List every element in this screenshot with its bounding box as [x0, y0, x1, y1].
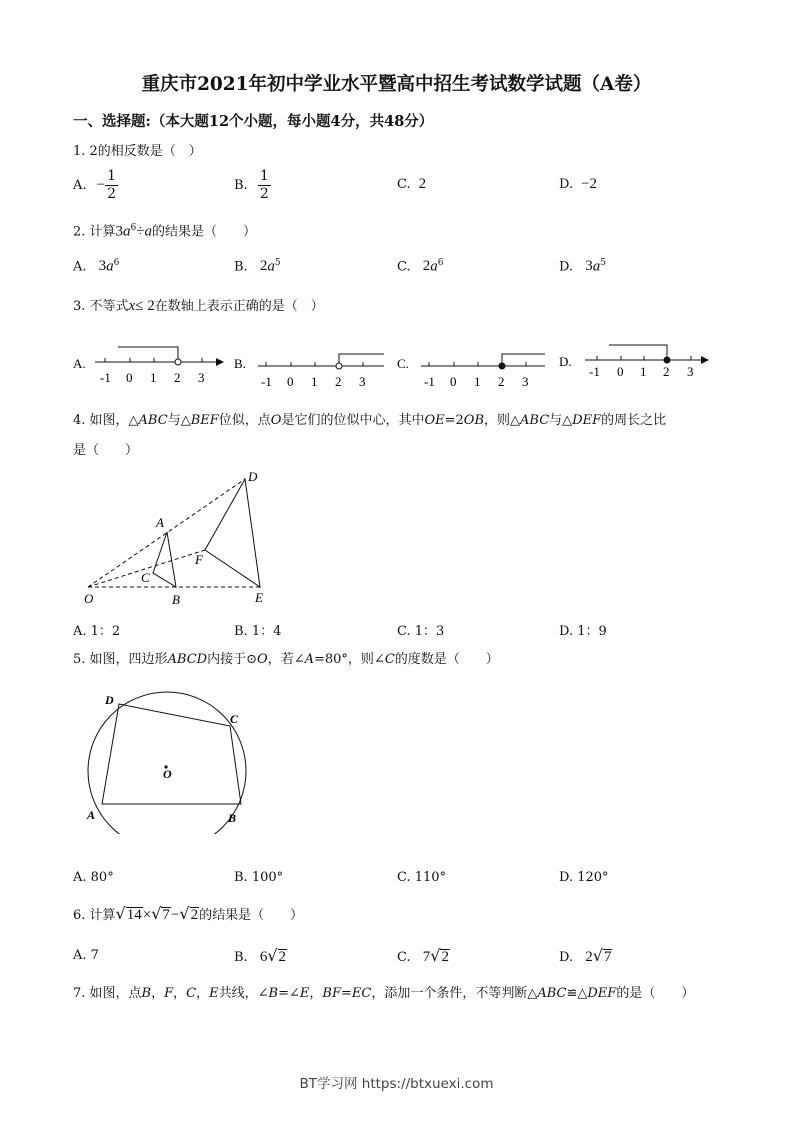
option-label: B.	[234, 356, 246, 371]
q6-option-d[interactable]: D. 2√7	[559, 946, 612, 965]
q2-option-d[interactable]: D. $3a^5$	[559, 258, 606, 275]
svg-text:-1: -1	[589, 364, 600, 379]
number-line-a	[73, 338, 233, 388]
svg-text:2: 2	[663, 364, 670, 379]
q5-option-d[interactable]: D. 120°	[559, 870, 609, 885]
point-label-c: C	[230, 712, 239, 726]
svg-text:0: 0	[126, 370, 133, 385]
point-label-c: C	[141, 570, 150, 585]
q1-option-b[interactable]: B. $\frac{1}{2}$	[234, 168, 269, 202]
svg-text:2: 2	[498, 374, 505, 389]
q4-option-d[interactable]: D. 1：9	[559, 624, 607, 639]
svg-text:0: 0	[450, 374, 457, 389]
q6-option-b[interactable]: B. 6√2	[234, 946, 287, 965]
q3-option-c[interactable]	[397, 340, 557, 394]
point-label-a: A	[87, 808, 96, 822]
q6-option-c[interactable]: C. 7√2	[397, 946, 449, 965]
point-label-d: D	[105, 693, 114, 707]
option-label: A.	[73, 356, 86, 371]
question-5-stem: 5. 如图，四边形ABCD内接于⊙O，若∠A=80°，则∠C的度数是（ ）	[73, 652, 499, 667]
svg-text:2: 2	[335, 374, 342, 389]
point-label-f: F	[195, 552, 203, 567]
q5-option-c[interactable]: C. 110°	[397, 870, 447, 885]
svg-text:0: 0	[287, 374, 294, 389]
svg-text:-1: -1	[261, 374, 272, 389]
q5-option-a[interactable]: A. 80°	[73, 870, 114, 885]
q1-option-c[interactable]: C. 2	[397, 176, 427, 192]
q4-option-b[interactable]: B. 1：4	[234, 624, 282, 639]
fraction: $\frac{1}{2}$	[107, 168, 117, 202]
q2-option-b[interactable]: B. $2a^5$	[234, 258, 281, 275]
q2-option-c[interactable]: C. $2a^6$	[397, 258, 444, 275]
question-6-stem: 6. 计算√14×√7−√2的结果是（ ）	[73, 904, 304, 923]
question-7-stem: 7. 如图，点B，F，C，E共线，∠B=∠E，BF=EC，添加一个条件，不等判断△ABC≌△DEF的是（ ）	[73, 986, 695, 1001]
inscribed-quadrilateral-figure	[78, 684, 258, 834]
question-2-stem: 2. 计算$3a^6\div a$的结果是（ ）	[73, 223, 257, 240]
svg-text:-1: -1	[424, 374, 435, 389]
q4-option-c[interactable]: C. 1：3	[397, 624, 445, 639]
svg-text:1: 1	[311, 374, 318, 389]
svg-text:3: 3	[198, 370, 205, 385]
q1-option-d[interactable]: D. −2	[559, 176, 598, 192]
fraction: $\frac{1}{2}$	[259, 168, 269, 202]
option-label: C.	[397, 356, 409, 371]
point-label-e: E	[255, 590, 263, 605]
point-label-b: B	[228, 811, 237, 825]
svg-text:3: 3	[522, 374, 529, 389]
number-line-d	[559, 336, 719, 386]
q6-option-a[interactable]: A. 7	[73, 948, 99, 963]
homothety-figure	[78, 466, 278, 611]
svg-text:0: 0	[617, 364, 624, 379]
page-title: 重庆市2021年初中学业水平暨高中招生考试数学试题（A卷）	[141, 74, 652, 95]
footer-watermark: BT学习网 https://btxuexi.com	[299, 1076, 494, 1092]
svg-text:2: 2	[174, 370, 181, 385]
point-label-d: D	[248, 469, 258, 484]
q2-option-a[interactable]: A. $3a^6$	[73, 258, 120, 275]
q1-option-a[interactable]: A. − $\frac{1}{2}$	[73, 168, 117, 202]
svg-text:1: 1	[640, 364, 647, 379]
q4-option-a[interactable]: A. 1：2	[73, 624, 121, 639]
svg-text:-1: -1	[100, 370, 111, 385]
question-4-stem: 4. 如图，△ABC与△BEF位似，点O是它们的位似中心，其中OE=2OB，则△ABC与△DEF的周长之比	[73, 413, 667, 428]
question-1-stem: 1. 2的相反数是（ ）	[73, 144, 202, 159]
number-line-c	[397, 340, 557, 390]
q3-option-a[interactable]	[73, 338, 233, 392]
point-label-b: B	[172, 592, 180, 607]
point-label-o: O	[84, 591, 94, 606]
point-label-o: O	[163, 767, 172, 781]
point-label-a: A	[156, 515, 164, 530]
q3-option-d[interactable]	[559, 336, 719, 390]
number-line-b	[234, 340, 394, 390]
option-label: D.	[559, 354, 572, 369]
svg-text:3: 3	[687, 364, 694, 379]
svg-text:1: 1	[474, 374, 481, 389]
question-4-stem-line2: 是（ ）	[73, 443, 139, 458]
q5-option-b[interactable]: B. 100°	[234, 870, 284, 885]
svg-text:3: 3	[359, 374, 366, 389]
section-heading: 一、选择题:（本大题12个小题，每小题4分，共48分）	[73, 113, 434, 130]
svg-text:1: 1	[150, 370, 157, 385]
q3-option-b[interactable]	[234, 340, 394, 394]
question-3-stem: 3. 不等式x≤ 2在数轴上表示正确的是（ ）	[73, 298, 324, 314]
